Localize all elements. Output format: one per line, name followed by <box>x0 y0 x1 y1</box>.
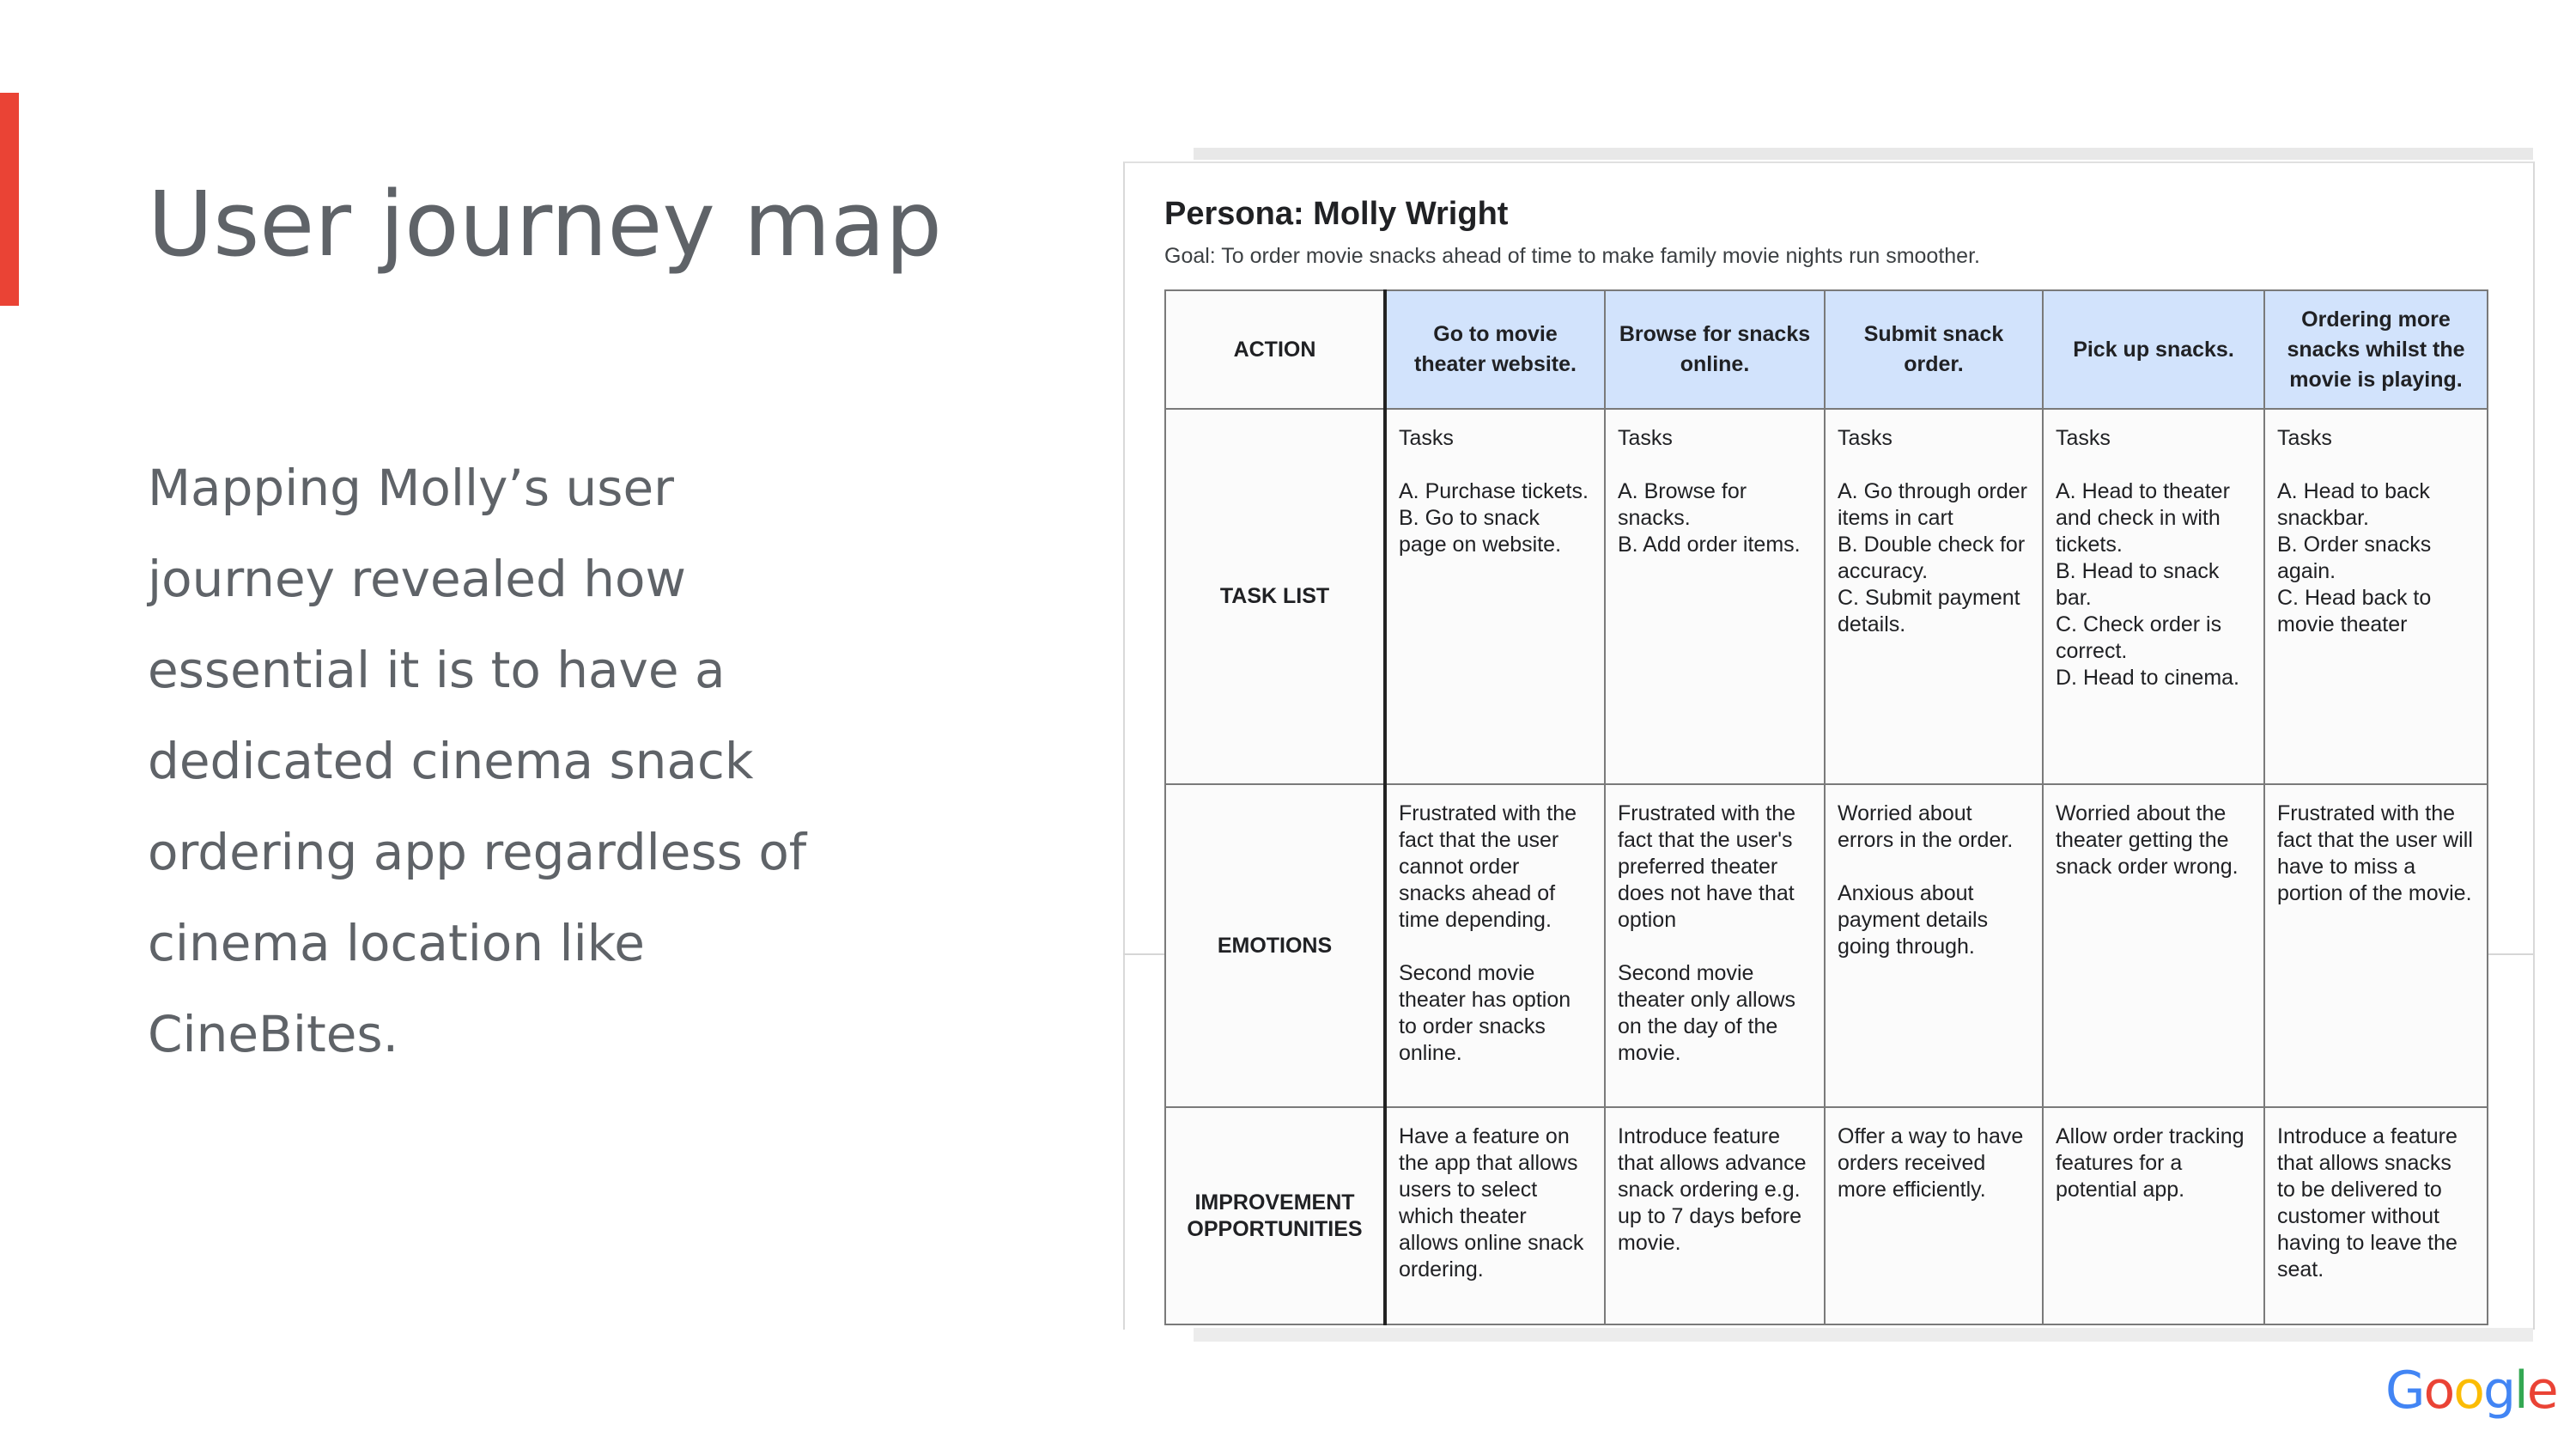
emotion-cell: Worried about errors in the order. Anxious about payment details going through. <box>1825 784 2043 1107</box>
action-header: Go to movie theater website. <box>1385 290 1605 409</box>
map-edge-line-right <box>2487 953 2533 955</box>
action-header: Submit snack order. <box>1825 290 2043 409</box>
google-logo <box>2385 1361 2557 1421</box>
action-row <box>1165 290 2488 409</box>
task-list-label: TASK LIST <box>1165 409 1385 784</box>
action-header: Ordering more snacks whilst the movie is playing. <box>2264 290 2488 409</box>
task-cell: Tasks A. Head to theater and check in with tickets. B. Head to snack bar. C. Check order is correct. D. Head to cinema. <box>2043 409 2264 784</box>
persona-goal: Goal: To order movie snacks ahead of time to make family movie nights run smoother. <box>1164 244 1980 268</box>
logo-letter: o <box>2423 1361 2454 1421</box>
action-label: ACTION <box>1165 290 1385 409</box>
improvements-row <box>1165 1107 2488 1324</box>
task-cell: Tasks A. Purchase tickets. B. Go to snack page on website. <box>1385 409 1605 784</box>
map-image-shadow-bottom <box>1194 1328 2533 1342</box>
action-header: Browse for snacks online. <box>1605 290 1825 409</box>
action-header: Pick up snacks. <box>2043 290 2264 409</box>
logo-letter: G <box>2385 1361 2424 1421</box>
emotion-cell: Frustrated with the fact that the user's preferred theater does not have that option Second movie theater only allows on the day of the movie. <box>1605 784 1825 1107</box>
accent-bar <box>0 93 19 306</box>
improvements-label: IMPROVEMENT OPPORTUNITIES <box>1165 1107 1385 1324</box>
slide-body-text: Mapping Molly’s user journey revealed how essential it is to have a dedicated cinema snack ordering app regardless of cinema location like CineBites. <box>148 459 807 1063</box>
task-cell: Tasks A. Go through order items in cart B. Double check for accuracy. C. Submit payment details. <box>1825 409 2043 784</box>
improvement-cell: Allow order tracking features for a potential app. <box>2043 1107 2264 1324</box>
improvement-cell: Introduce a feature that allows snacks to be delivered to customer without having to leave the seat. <box>2264 1107 2488 1324</box>
emotions-row <box>1165 784 2488 1107</box>
emotion-cell: Worried about the theater getting the snack order wrong. <box>2043 784 2264 1107</box>
task-list-row <box>1165 409 2488 784</box>
emotions-label: EMOTIONS <box>1165 784 1385 1107</box>
improvement-cell: Offer a way to have orders received more efficiently. <box>1825 1107 2043 1324</box>
emotion-cell: Frustrated with the fact that the user will have to miss a portion of the movie. <box>2264 784 2488 1107</box>
map-image-shadow-top <box>1194 148 2533 160</box>
logo-letter: g <box>2482 1361 2515 1421</box>
task-cell: Tasks A. Head to back snackbar. B. Order snacks again. C. Head back to movie theater <box>2264 409 2488 784</box>
improvement-cell: Have a feature on the app that allows users to select which theater allows online snack ordering. <box>1385 1107 1605 1324</box>
logo-letter: o <box>2453 1361 2483 1421</box>
journey-map-table <box>1164 289 2488 1325</box>
persona-title: Persona: Molly Wright <box>1164 196 1509 232</box>
logo-letter: l <box>2514 1361 2527 1421</box>
emotion-cell: Frustrated with the fact that the user cannot order snacks ahead of time depending. Second movie theater has option to order snacks online. <box>1385 784 1605 1107</box>
slide-title: User journey map <box>148 172 943 277</box>
task-cell: Tasks A. Browse for snacks. B. Add order items. <box>1605 409 1825 784</box>
improvement-cell: Introduce feature that allows advance snack ordering e.g. up to 7 days before movie. <box>1605 1107 1825 1324</box>
logo-letter: e <box>2526 1361 2557 1421</box>
